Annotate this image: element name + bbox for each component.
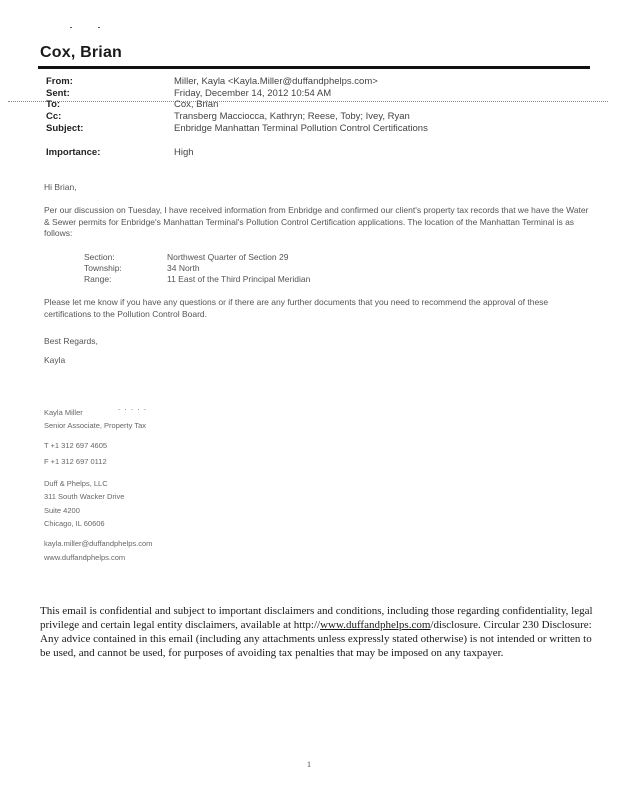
document-title: Cox, Brian	[40, 44, 123, 61]
header-label: Sent:	[46, 88, 70, 99]
location-value: 34 North	[167, 263, 200, 273]
header-label: Subject:	[46, 123, 84, 134]
confidentiality-disclaimer	[40, 604, 596, 660]
header-value: Miller, Kayla <Kayla.Miller@duffandphelps.com>	[174, 76, 378, 87]
header-value: Enbridge Manhattan Terminal Pollution Control Certifications	[174, 123, 428, 134]
header-label: Importance:	[46, 147, 101, 158]
scan-speck	[70, 27, 72, 28]
signature-email-link[interactable]: kayla.miller@duffandphelps.com	[44, 539, 153, 548]
signature-company: Duff & Phelps, LLC	[44, 479, 108, 488]
email-greeting: Hi Brian,	[44, 182, 77, 192]
signature-phone: T +1 312 697 4605	[44, 441, 108, 450]
header-value: Cox, Brian	[174, 99, 219, 110]
location-label: Township:	[84, 263, 122, 273]
signature-title: Senior Associate, Property Tax	[44, 421, 146, 430]
signature-city: Chicago, IL 60606	[44, 519, 105, 528]
location-value: 11 East of the Third Principal Meridian	[167, 274, 311, 284]
header-value: Friday, December 14, 2012 10:54 AM	[174, 88, 332, 99]
email-paragraph: Per our discussion on Tuesday, I have received information from Enbridge and confirmed our client's property tax records that we have the Water & Sewer permits for Enbridge's Manhattan Terminal's Pollution Control Certification applications. The location of the Manhattan Terminal is as follows:	[44, 205, 589, 238]
header-value: High	[174, 147, 194, 158]
location-value: Northwest Quarter of Section 29	[167, 252, 289, 262]
page-number: 1	[307, 760, 311, 769]
email-closing: Best Regards,	[44, 336, 98, 346]
signature-fax: F +1 312 697 0112	[44, 457, 107, 466]
title-rule	[38, 66, 590, 69]
disclaimer-text: This email is confidential and subject to important disclaimers and conditions, including those regarding confidentiality, legal privilege and certain legal entity disclaimers, available at http://	[40, 605, 593, 631]
signature-suite: Suite 4200	[44, 506, 80, 515]
header-label: Cc:	[46, 111, 62, 122]
header-label: To:	[46, 99, 61, 110]
scan-speck	[98, 27, 100, 28]
location-label: Section:	[84, 252, 115, 262]
signature-name: Kayla Miller	[44, 408, 83, 417]
signature-web-link[interactable]: www.duffandphelps.com	[44, 553, 126, 562]
header-label: From:	[46, 76, 73, 87]
email-paragraph: Please let me know if you have any questions or if there are any further documents that you need to recommend the approval of these certifications to the Pollution Control Board.	[44, 297, 549, 319]
signature-street: 311 South Wacker Drive	[44, 492, 125, 501]
disclaimer-link[interactable]: www.duffandphelps.com	[320, 619, 431, 631]
email-signoff: Kayla	[44, 355, 66, 365]
header-value: Transberg Macciocca, Kathryn; Reese, Toby; Ivey, Ryan	[174, 111, 410, 122]
disclaimer-text: /disclosure. Circular 230 Disclosure: Any advice contained in this email (including any attachments unless expressly stated otherwise) is not intended or written to be used, and cannot be used, for purposes of avoiding tax penalties that may be imposed on any taxpayer.	[40, 619, 592, 659]
signature-separator: . . . . .	[118, 403, 148, 412]
location-label: Range:	[84, 274, 112, 284]
